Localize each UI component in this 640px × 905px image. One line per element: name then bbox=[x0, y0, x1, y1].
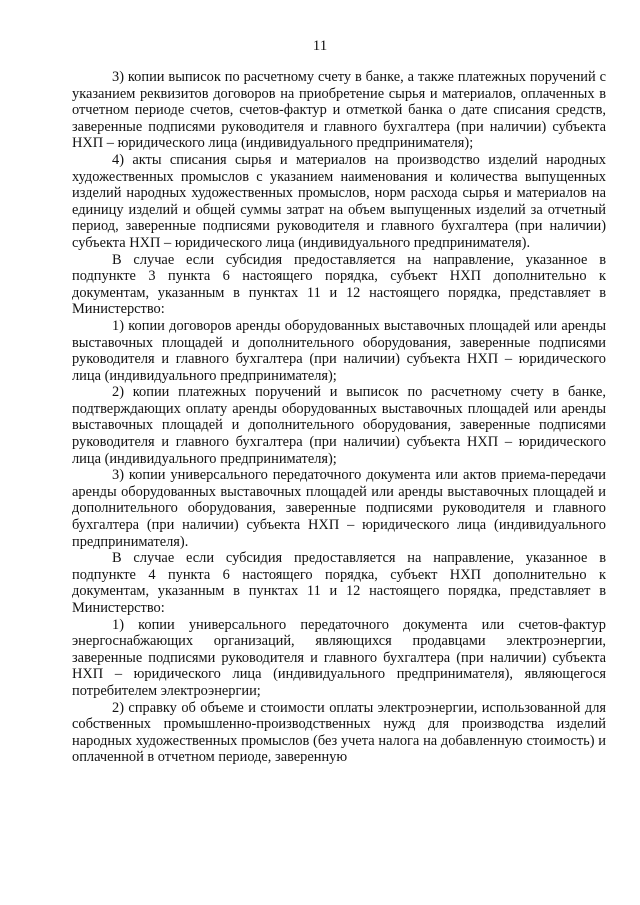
document-body bbox=[72, 69, 606, 766]
paragraph-item-1-invoices: 1) копии универсального передаточного документа или счетов-фактур энергоснабжающих организаций, являющихся продавцами электроэнергии, заверенные подписями руководителя и главного бухгалтера (при наличии) субъекта НХП – юридического лица (индивидуального предпринимателя), являющегося потребителем электроэнергии; bbox=[72, 616, 606, 699]
paragraph-subsidy-direction-4: В случае если субсидия предоставляется на направление, указанное в подпункте 4 пункта 6 настоящего порядка, субъект НХП дополнительно к документам, указанным в пунктах 11 и 12 настоящего порядка, представляет в Министерство: bbox=[72, 550, 606, 616]
paragraph-item-4-writeoff-acts: 4) акты списания сырья и материалов на производство изделий народных художественных промыслов с указанием наименования и количества выпущенных изделий народных художественных промыслов, норм расхода сырья и материалов на единицу изделий и общей суммы затрат на объем выпущенных изделий за отчетный период, заверенные подписями руководителя и главного бухгалтера (при наличии) субъекта НХП – юридического лица (индивидуального предпринимателя). bbox=[72, 151, 606, 251]
paragraph-item-2-electricity-statement: 2) справку об объеме и стоимости оплаты электроэнергии, использованной для собственных промышленно-производственных нужд для производства изделий народных художественных промыслов (без учета налога на добавленную стоимость) и оплаченной в отчетном периоде, заверенную bbox=[72, 699, 606, 766]
paragraph-subsidy-direction-3: В случае если субсидия предоставляется на направление, указанное в подпункте 3 пункта 6 настоящего порядка, субъект НХП дополнительно к документам, указанным в пунктах 11 и 12 настоящего порядка, представляет в Министерство: bbox=[72, 251, 606, 318]
paragraph-item-1-rental-contracts: 1) копии договоров аренды оборудованных выставочных площадей или аренды выставочных площадей и дополнительного оборудования, заверенные подписями руководителя и главного бухгалтера (при наличии) субъекта НХП – юридического лица (индивидуального предпринимателя); bbox=[72, 317, 606, 384]
paragraph-item-2-payment-orders: 2) копии платежных поручений и выписок по расчетному счету в банке, подтверждающих оплату аренды оборудованных выставочных площадей или аренды выставочных площадей и дополнительного оборудования, заверенные подписями руководителя и главного бухгалтера (при наличии) субъекта НХП – юридического лица (индивидуального предпринимателя); bbox=[72, 384, 606, 467]
paragraph-item-3-bank-statements: 3) копии выписок по расчетному счету в банке, а также платежных поручений с указанием реквизитов договоров на приобретение сырья и материалов, оплаченных в отчетном периоде счетов, счетов-фактур и отметкой банка о дате списания средств, заверенные подписями руководителя и главного бухгалтера (при наличии) субъекта НХП – юридического лица (индивидуального предпринимателя); bbox=[72, 69, 606, 152]
paragraph-item-3-transfer-documents: 3) копии универсального передаточного документа или актов приема-передачи аренды оборудованных выставочных площадей или аренды выставочных площадей и дополнительного оборудования, заверенные подписями руководителя и главного бухгалтера (при наличии) субъекта НХП – юридического лица (индивидуального предпринимателя). bbox=[72, 467, 606, 550]
page-number: 11 bbox=[312, 38, 328, 54]
